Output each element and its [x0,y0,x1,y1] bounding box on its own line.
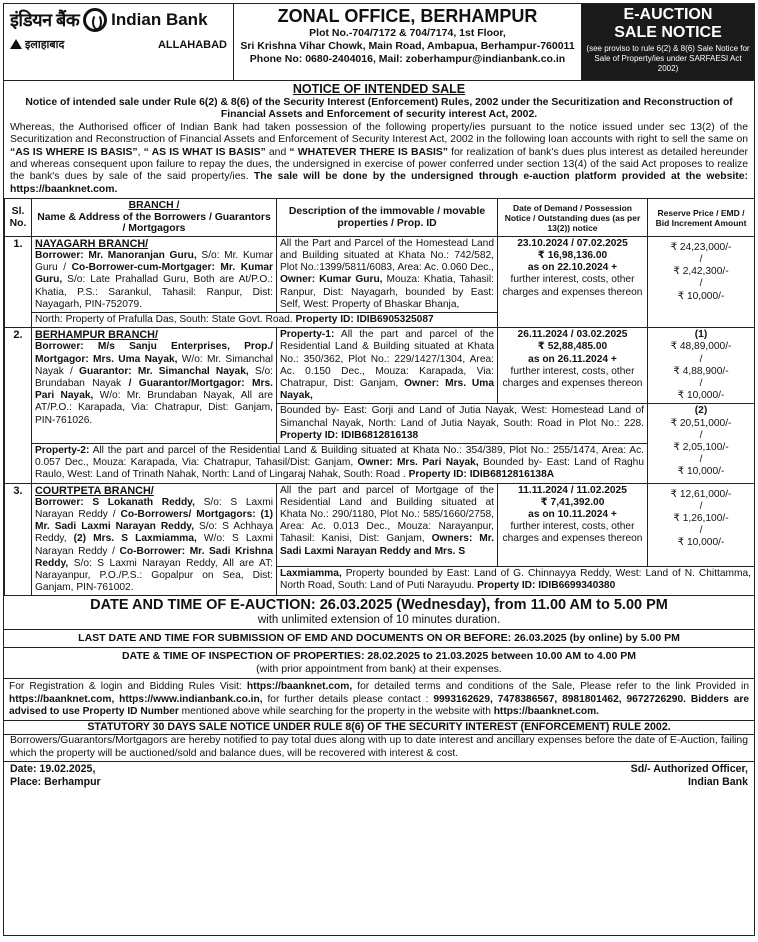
statutory-text: Borrowers/Guarantors/Mortgagors are hereby notified to pay total dues along with up to date interest and ancillary expenses before the date of E-Auction, failing which the property will be auctioned/sold and balance dues, will be recovered with interest & cost. [4,735,754,762]
inspection [4,648,754,679]
dues-cell [498,236,648,327]
further-charges: further interest, costs, other charges and expenses thereon [502,365,643,389]
borrower-details: Borrower: Mr. Manoranjan Guru, S/o: Mr. Kumar Guru / Co-Borrower-cum-Mortgager: Mr. Kumar Guru, S/o: Late Prahallad Guru, Both are At/P.O.: Khatia, P.S.: Sarankul, Tahasil: Ranpur, Dist: Nayagarh, PIN-752079. [35,249,274,310]
property-1-label: (1) [694,329,708,341]
property-cell: All the Part and Parcel of the Homestead Land and Building situated at Khata No.: 742/582, Plot No.:1399/5811/6083, Area: Ac. 0.060 Dec., Owner: Kumar Guru, Mouza: Khatia, Tahasil: Ranpur, Dist: Nayagarh, bounded by East: Self, West: Property of Bhaskar Bhanja, [277,236,498,312]
property-cell: Property-1: All the part and parcel of the Residential Land & Building situated at Khata No.: 350/362, Plot No.: 229/1427/1304, Area: Ac. 0.150 Dec., Mouza: Karapada, Via: Chatrapur, Dist: Ganjam, Owner: Mrs. Uma Nayak, [277,328,498,404]
office-title: ZONAL OFFICE, BERHAMPUR [277,6,538,26]
demand-dates: 11.11.2024 / 11.02.2025 [518,484,627,496]
reserve-price: ₹ 12,61,000/- [670,488,732,500]
eauction-box [582,4,754,80]
para-text-3: The sale will be done by the undersigned through e-auction platform provided at the website: https://baanknet.com. [10,171,748,195]
eauction-title-2: SALE NOTICE [614,24,722,41]
contact-line: Phone No: 0680-2404016, Mail: zoberhampur@indianbank.co.in [249,53,566,65]
para-text-2: for realization of bank's dues plus interest as detailed hereunder and whereas consequent upon failure to repay the dues, the undersigned in exercise of power conferred under section 13(4) of the said Act proposes to realize the bank's dues by sale of the said property/ies. [10,146,748,183]
allahabad-triangle-icon [10,39,22,49]
bank-name: Indian Bank [111,10,208,29]
as-on-date: as on 22.10.2024 + [527,262,618,274]
para-text-1: Whereas, the Authorised officer of Indian Bank had taken possession of the following property/ies pursuant to the notice issued under sec 13(2) of the Securitization and Reconstruction of Financial Assets and Enforcement of Security Interest Act, 2002 in the following loan accounts with right to sell the same on [10,121,748,146]
registration-info: For Registration & login and Bidding Rules Visit: https://baanknet.com, for detailed terms and conditions of the Sale, Please refer to the link Provided in https://baanknet.com, https://www.indianbank.co.in, for further details please contact : 9993162629, 7478386567, 8981801462, 9672726290. Bidders are advised to use Property ID Number mentioned above while searching for the property in the website with https://baanknet.com. [4,679,754,721]
reserve-cell: (1) ₹ 48,89,000/- / ₹ 4,88,900/- / ₹ 10,000/- [648,328,755,404]
further-charges: further interest, costs, other charges and expenses thereon [502,521,643,545]
full-line-cell: North: Property of Prafulla Das, South: State Govt. Road. Property ID: IDIB6905325087 [32,312,498,327]
table-row [5,483,755,566]
auction-date-line: DATE AND TIME OF E-AUCTION: 26.03.2025 (Wednesday), from 11.00 AM to 5.00 PM [90,597,668,614]
property-cell-cont: Laxmiamma, Property bounded by East: Land of G. Chinnayya Reddy, West: Land of N. Chittamma, North Road, South: Land of Puti Narayudu. Property ID: IDIB6699340380 [277,566,755,596]
borrower-details: Borrower: M/s Sanju Enterprises, Prop./ Mortgagor: Mrs. Uma Nayak, W/o: Mr. Simanchal Nayak / Guarantor: Mr. Simanchal Nayak, S/o: Brundaban Nayak / Guarantor/Mortgagor: Mrs. Pari Nayak, W/o: Mr. Brundaban Nayak, All are AT/P.O.: Karapada, Via: Chatrapur, Dist: Ganjam, PIN-761026. [35,341,274,426]
demand-dates: 26.11.2024 / 03.02.2025 [517,329,628,341]
statutory-title: STATUTORY 30 DAYS SALE NOTICE UNDER RULE 8(6) OF THE SECURITY INTEREST (ENFORCEMENT) RULE 2002. [4,721,754,735]
dues-cell [498,328,648,404]
indian-bank-logo-icon [83,8,107,32]
signature-bank: Indian Bank [687,775,748,788]
further-charges: further interest, costs, other charges and expenses thereon [502,274,643,298]
address-line-2: Sri Krishna Vihar Chowk, Main Road, Ambapua, Berhampur-760011 [240,40,575,52]
borrower-cell [32,236,277,312]
auction-notice [3,3,755,936]
property-cell: All the part and parcel of Mortgage of the Residential Land and Building situated at Khata No.: 290/1180, Plot No.: 585/1660/2758, Area: Ac. 0.013 Dec., Mouza: Narayanpur, Tahasil: Kanisi, Dist: Ganjam, Owners: Mr. Sadi Laxmi Narayan Reddy and Mrs. S [277,483,498,566]
header-branch-title: BRANCH / [128,200,180,212]
notice-date: Date: 19.02.2025, [10,763,96,776]
demand-dates: 23.10.2024 / 07.02.2025 [517,237,628,249]
inspection-date: DATE & TIME OF INSPECTION OF PROPERTIES: 28.02.2025 to 21.03.2025 between 10.00 AM to 4.00 PM [121,650,637,663]
para-sep: , [137,146,144,158]
header-dues: Date of Demand / Possession Notice / Outstanding dues (as per 13(2)) notice [498,199,648,237]
allahabad-label: ALLAHABAD [157,38,227,51]
table-row-continued [5,444,755,484]
reserve-price: ₹ 24,23,000/- [670,241,732,253]
header-branch [32,199,277,237]
property-2-cell: Property-2: All the part and parcel of the Residential Land & Building situated at Khata No.: 354/389, Plot No.: 255/1474, Area: Ac. 0.057 Dec., Mouza: Karapada, Via: Chatrapur, Tahasil/Dist: Ganjam, Owner: Mrs. Pari Nayak, Bounded by- East: Land of Raghu Raulo, West: Land of Trinath Nahak, North: Land of Lingaraj Nahak, South: Road . Property ID: IDIB6812816138A [32,444,648,484]
borrower-cell [32,483,277,596]
as-on-date: as on 10.11.2024 + [528,509,617,521]
eauction-title-1: E-AUCTION [623,6,713,23]
table-row [5,236,755,312]
reserve-cell-2: (2) ₹ 20,51,000/- / ₹ 2,05,100/- / ₹ 10,000/- [648,404,755,483]
header-sl: Sl. No. [5,199,32,237]
dues-cell [498,483,648,566]
bank-logo [4,4,234,80]
header-description: Description of the immovable / movable properties / Prop. ID [277,199,498,237]
branch-name: BERHAMPUR BRANCH/ [35,329,158,342]
notice-title: NOTICE OF INTENDED SALE [292,82,466,96]
bid-increment-2: ₹ 10,000/- [677,466,725,478]
row-sl: 2. [5,328,32,483]
inspection-sub: (with prior appointment from bank) at their expenses. [256,663,502,676]
bid-increment: ₹ 10,000/- [677,290,725,302]
address-line-1: Plot No.-704/7172 & 704/7174, 1st Floor, [309,27,506,39]
reserve-cell: ₹ 12,61,000/- / ₹ 1,26,100/- / ₹ 10,000/- [648,483,755,566]
branch-name: NAYAGARH BRANCH/ [35,237,149,250]
reserve-price: ₹ 48,89,000/- [670,341,732,353]
auction-extension: with unlimited extension of 10 minutes duration. [257,614,501,627]
whatever-there-is: “ WHATEVER THERE IS BASIS” [289,146,448,158]
notice-paragraph [4,122,754,196]
row-sl: 3. [5,483,32,596]
last-date: LAST DATE AND TIME FOR SUBMISSION OF EMD AND DOCUMENTS ON OR BEFORE: 26.03.2025 (by online) by 5.00 PM [4,630,754,648]
auction-date [4,596,754,630]
branch-name: COURTPETA BRANCH/ [35,484,154,497]
borrower-cell [32,328,277,444]
table-header [5,199,755,237]
as-is-where-is: “AS IS WHERE IS BASIS” [10,146,138,158]
signature: Sd/- Authorized Officer, [630,763,748,776]
reserve-price-2: ₹ 20,51,000/- [670,417,732,429]
emd-amount-2: ₹ 2,05,100/- [673,442,729,453]
borrower-details: Borrower: S Lokanath Reddy, S/o: S Laxmi Narayan Reddy / Co-Borrowers/ Mortgagors: (1) Mr. Sadi Laxmi Narayan Reddy, S/o: S Achhaya Reddy, (2) Mrs. S Laxmiamma, W/o: S Laxmi Narayan Reddy / Co-Borrower: Mr. Sadi Krishna Reddy, S/o: S Laxmi Narayan Reddy, All are AT: Narayanpur, P.O./P.S.: Gopalpur on Sea, Dist: Ganjam, PIN-761002. [35,496,274,594]
outstanding-amount: ₹ 52,88,485.00 [537,341,608,353]
header-branch-sub: Name & Address of the Borrowers / Guarantors / Mortgagors [37,211,271,235]
outstanding-amount: ₹ 7,41,392.00 [540,496,605,508]
property-2-label: (2) [694,405,708,417]
notice-intro: Notice of intended sale under Rule 6(2) & 8(6) of the Security Interest (Enforcement) Rules, 2002 under the Securitization and Reconstruction of Financial Assets and Enforcement of security interest Act, 2002. [25,97,733,121]
reserve-cell: ₹ 24,23,000/- / ₹ 2,42,300/- / ₹ 10,000/- [648,236,755,327]
as-is-what-is: “ AS IS WHAT IS BASIS” [143,146,266,158]
emd-amount: ₹ 4,88,900/- [673,365,729,377]
as-on-date: as on 26.11.2024 + [528,353,617,365]
property-cell-cont: Bounded by- East: Gorji and Land of Jutia Nayak, West: Homestead Land of Simanchal Nayak, North: Land of Jutia Nayak, South: Road in Plot No.: 228. Property ID: IDIB6812816138 [277,404,648,444]
emd-amount: ₹ 1,26,100/- [673,513,729,525]
bank-name-hindi: इंडियन बैंक [10,10,80,30]
row-sl: 1. [5,236,32,327]
notice-place: Place: Berhampur [10,775,101,788]
allahabad-hindi: इलाहाबाद [25,39,65,51]
office-address [234,4,582,80]
bid-increment: ₹ 10,000/- [677,390,725,402]
emd-amount: ₹ 2,42,300/- [673,266,729,278]
header-reserve: Reserve Price / EMD / Bid Increment Amount [648,199,755,237]
table-row [5,328,755,404]
header [4,4,754,81]
outstanding-amount: ₹ 16,98,136.00 [537,249,608,261]
footer [4,762,754,789]
para-and: and [265,146,290,158]
bid-increment: ₹ 10,000/- [677,537,725,549]
properties-table [4,198,755,596]
eauction-subtitle: (see proviso to rule 6(2) & 8(6) Sale Notice for Sale of Property/ies under SARFAESI Act 2002) [586,44,750,73]
